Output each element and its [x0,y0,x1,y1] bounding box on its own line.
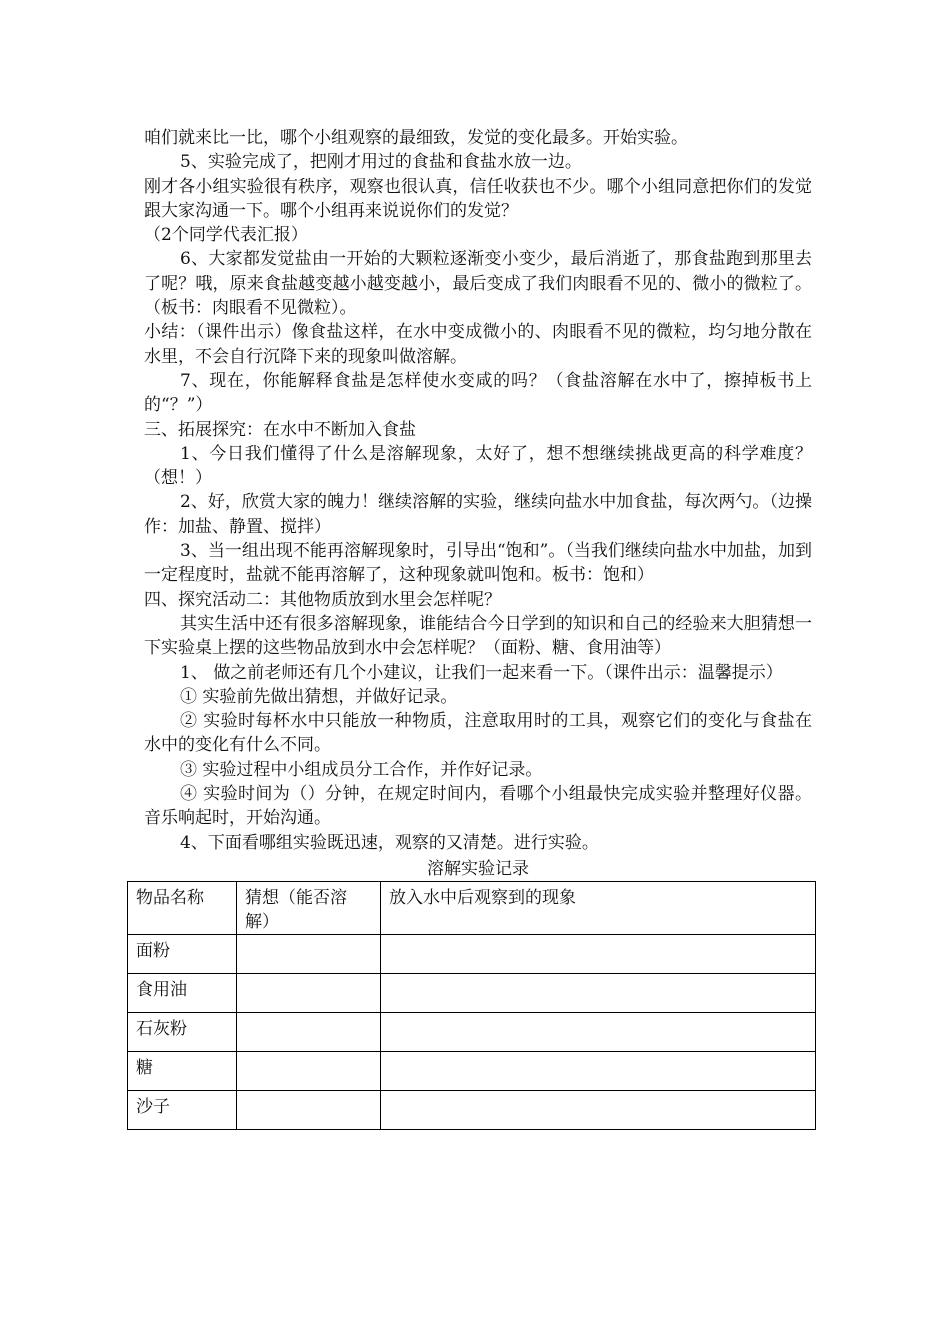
paragraph: 1、今日我们懂得了什么是溶解现象，太好了，想不想继续挑战更高的科学难度？ （想！） [144,443,812,489]
table-row [128,1052,816,1091]
paragraph: 四、探究活动二：其他物质放到水里会怎样呢？ [144,589,501,610]
item-name-cell: 沙子 [128,1091,237,1130]
body-text [144,126,812,855]
paragraph: 1、 做之前老师还有几个小建议，让我们一起来看一下。（课件出示：温馨提示） [180,662,783,683]
observation-cell [381,1052,816,1091]
paragraph: 其实生活中还有很多溶解现象，谁能结合今日学到的知识和自己的经验来大胆猜想一下实验桌上摆的这些物品放到水中会怎样呢？（面粉、糖、食用油等） [144,613,812,659]
table-row [128,935,816,974]
observation-cell [381,1013,816,1052]
paragraph: 三、拓展探究：在水中不断加入食盐 [144,419,416,440]
header-observation: 放入水中后观察到的现象 [381,882,816,935]
table-row [128,974,816,1013]
header-item-name: 物品名称 [128,882,237,935]
guess-cell [237,935,381,974]
header-guess: 猜想（能否溶解） [237,882,381,935]
guess-cell [237,1091,381,1130]
document-page [136,0,812,1130]
experiment-record-table [127,881,816,1130]
item-name-cell: 面粉 [128,935,237,974]
paragraph: 小结：（课件出示）像食盐这样，在水中变成微小的、肉眼看不见的微粒，均匀地分散在水里，不会自行沉降下来的现象叫做溶解。 [144,322,812,367]
paragraph: 刚才各小组实验很有秩序，观察也很认真，信任收获也不少。哪个小组同意把你们的发觉跟大家沟通一下。哪个小组再来说说你们的发觉？ [144,176,812,221]
observation-cell [381,974,816,1013]
paragraph: 6、大家都发觉盐由一开始的大颗粒逐渐变小变少，最后消逝了，那食盐跑到那里去了呢？哦，原来食盐越变越小越变越小，最后变成了我们肉眼看不见的、微小的微粒了。（板书：肉眼看不见微粒）。 [144,249,812,319]
table-row [128,1013,816,1052]
table-header-row [128,882,816,935]
paragraph: 5、实验完成了，把刚才用过的食盐和食盐水放一边。 [180,152,582,173]
paragraph: ③ 实验过程中小组成员分工合作，并作好记录。 [180,759,543,780]
guess-cell [237,1013,381,1052]
observation-cell [381,935,816,974]
item-name-cell: 食用油 [128,974,237,1013]
item-name-cell: 石灰粉 [128,1013,237,1052]
guess-cell [237,1052,381,1091]
paragraph: 4、下面看哪组实验既迅速，观察的又清楚。进行实验。 [180,832,599,853]
paragraph: ④ 实验时间为（）分钟，在规定时间内，看哪个小组最快完成实验并整理好仪器。音乐响起时，开始沟通。 [144,784,812,829]
paragraph: ② 实验时每杯水中只能放一种物质，注意取用时的工具，观察它们的变化与食盐在水中的变化有什么不同。 [144,711,812,756]
table-caption: 溶解实验记录 [427,858,529,879]
paragraph: （2个同学代表汇报） [144,225,308,246]
item-name-cell: 糖 [128,1052,237,1091]
paragraph: 2、好，欣赏大家的魄力！继续溶解的实验，继续向盐水中加食盐，每次两勺。（边操作：加盐、静置、搅拌） [144,492,812,537]
paragraph: ① 实验前先做出猜想，并做好记录。 [180,686,458,707]
guess-cell [237,974,381,1013]
paragraph: 咱们就来比一比，哪个小组观察的最细致，发觉的变化最多。开始实验。 [144,128,688,148]
observation-cell [381,1091,816,1130]
paragraph: 3、当一组出现不能再溶解现象时，引导出“饱和”。（当我们继续向盐水中加盐，加到一定程度时，盐就不能再溶解了，这种现象就叫饱和。板书：饱和） [144,541,812,586]
paragraph: 7、现在，你能解释食盐是怎样使水变咸的吗？（食盐溶解在水中了，擦掉板书上的“？”） [144,370,812,416]
table-row [128,1091,816,1130]
